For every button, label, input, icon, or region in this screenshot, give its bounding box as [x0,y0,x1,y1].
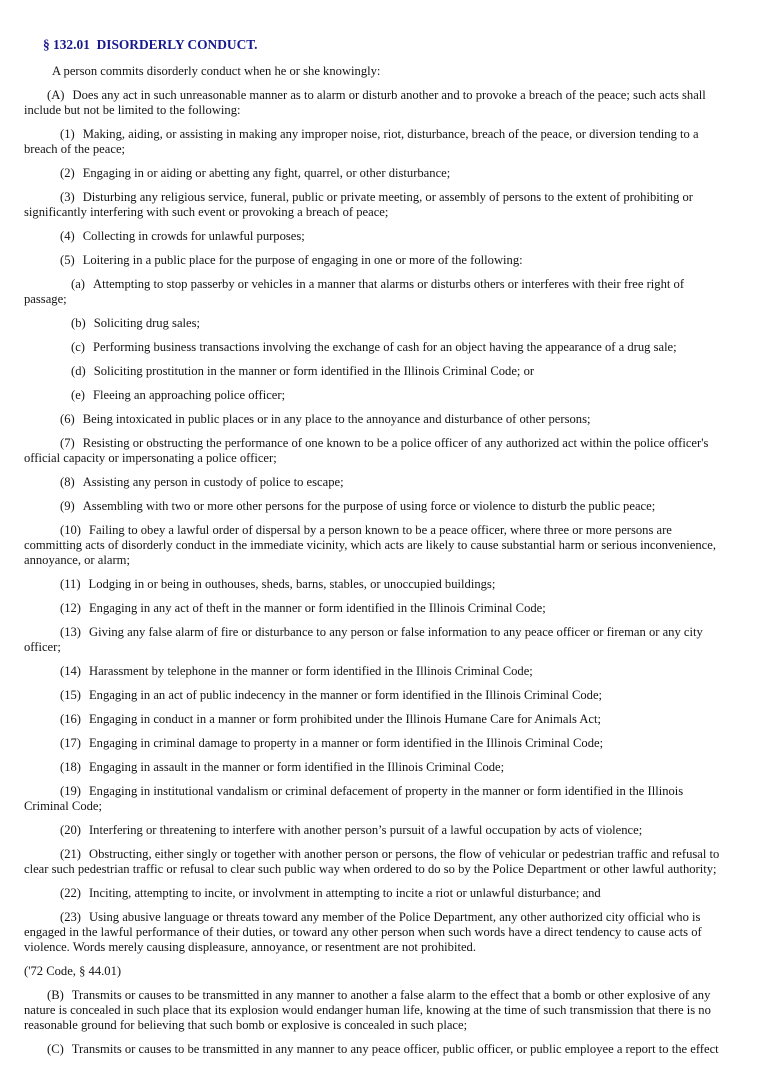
item-13-text: Giving any false alarm of fire or disturbance to any person or false information to any peace officer or fireman or any city officer; [24,625,703,654]
item-5e-text: Fleeing an approaching police officer; [92,388,286,402]
item-5b [24,316,726,331]
item-1-text: Making, aiding, or assisting in making any improper noise, riot, disturbance, breach of the peace, or diversion tending to a breach of the peace; [24,127,699,156]
item-11-label: (11) [60,577,81,591]
item-11 [24,577,726,592]
item-6-label: (6) [60,412,75,426]
item-18-text: Engaging in assault in the manner or form identified in the Illinois Criminal Code; [88,760,505,774]
item-5d-label: (d) [71,364,86,378]
item-A-text: Does any act in such unreasonable manner as to alarm or disturb another and to provoke a breach of the peace; such acts shall include but not be limited to the following: [24,88,706,117]
item-3-text: Disturbing any religious service, funeral, public or private meeting, or assembly of persons to the extent of prohibiting or significantly interfering with such event or provoking a breach of peace; [24,190,693,219]
item-4-label: (4) [60,229,75,243]
item-6 [24,412,726,427]
item-C [24,1042,726,1057]
item-6-text: Being intoxicated in public places or in any place to the annoyance and disturbance of other persons; [82,412,591,426]
item-7 [24,436,726,466]
item-18 [24,760,726,775]
item-5c [24,340,726,355]
item-16-label: (16) [60,712,81,726]
item-22-label: (22) [60,886,81,900]
item-13-label: (13) [60,625,81,639]
item-21-label: (21) [60,847,81,861]
item-15-label: (15) [60,688,81,702]
item-19 [24,784,726,814]
item-17-label: (17) [60,736,81,750]
item-14-label: (14) [60,664,81,678]
item-16-text: Engaging in conduct in a manner or form prohibited under the Illinois Humane Care for Animals Act; [88,712,602,726]
item-12 [24,601,726,616]
item-15-text: Engaging in an act of public indecency in the manner or form identified in the Illinois Criminal Code; [88,688,603,702]
item-16 [24,712,726,727]
item-B [24,988,726,1033]
item-18-label: (18) [60,760,81,774]
item-21 [24,847,726,877]
item-2-label: (2) [60,166,75,180]
item-5-label: (5) [60,253,75,267]
item-10 [24,523,726,568]
item-5 [24,253,726,268]
item-7-label: (7) [60,436,75,450]
item-8 [24,475,726,490]
item-A-label: (A) [47,88,65,102]
item-B-text: Transmits or causes to be transmitted in any manner to another a false alarm to the effect that a bomb or other explosive of any nature is concealed in such place that its explosion would endanger human life, knowing at the time of such transmission that there is no reasonable ground for believing that such bomb or explosive is concealed in such place; [24,988,711,1032]
item-11-text: Lodging in or being in outhouses, sheds, barns, stables, or unoccupied buildings; [88,577,496,591]
item-12-label: (12) [60,601,81,615]
item-B-label: (B) [47,988,64,1002]
item-23-text: Using abusive language or threats toward any member of the Police Department, any other authorized city official who is engaged in the lawful performance of their duties, or toward any other person when such words have a direct tendency to cause acts of violence. Words merely causing displeasure, annoyance, or resentment are not prohibited. [24,910,702,954]
item-22 [24,886,726,901]
item-2 [24,166,726,181]
item-5e-label: (e) [71,388,85,402]
code-citation-text: ('72 Code, § 44.01) [24,964,122,978]
item-20-text: Interfering or threatening to interfere with another person’s pursuit of a lawful occupation by acts of violence; [88,823,643,837]
item-5a-text: Attempting to stop passerby or vehicles in a manner that alarms or disturbs others or interferes with their free right of passage; [24,277,685,306]
item-A [24,88,726,118]
item-13 [24,625,726,655]
item-3-label: (3) [60,190,75,204]
item-19-text: Engaging in institutional vandalism or criminal defacement of property in the manner or form identified in the Illinois Criminal Code; [24,784,684,813]
item-2-text: Engaging in or aiding or abetting any fight, quarrel, or other disturbance; [82,166,451,180]
item-22-text: Inciting, attempting to incite, or involvment in attempting to incite a riot or unlawful disturbance; and [88,886,601,900]
item-9-text: Assembling with two or more other persons for the purpose of using force or violence to disturb the public peace; [82,499,656,513]
item-15 [24,688,726,703]
item-10-text: Failing to obey a lawful order of dispersal by a person known to be a peace officer, where three or more persons are committing acts of disorderly conduct in the immediate vicinity, which acts are likely to cause substantial harm or serious inconvenience, annoyance, or alarm; [24,523,716,567]
item-8-text: Assisting any person in custody of police to escape; [82,475,344,489]
item-5a-label: (a) [71,277,85,291]
item-4-text: Collecting in crowds for unlawful purposes; [82,229,305,243]
item-23 [24,910,726,955]
item-4 [24,229,726,244]
item-9 [24,499,726,514]
item-1 [24,127,726,157]
item-3 [24,190,726,220]
paragraph-intro [24,64,726,79]
item-17-text: Engaging in criminal damage to property in a manner or form identified in the Illinois Criminal Code; [88,736,604,750]
item-1-label: (1) [60,127,75,141]
item-5b-label: (b) [71,316,86,330]
item-C-label: (C) [47,1042,64,1056]
code-citation [24,964,726,979]
item-5e [24,388,726,403]
item-5c-text: Performing business transactions involving the exchange of cash for an object having the appearance of a drug sale; [92,340,677,354]
item-12-text: Engaging in any act of theft in the manner or form identified in the Illinois Criminal Code; [88,601,546,615]
item-5d [24,364,726,379]
item-20 [24,823,726,838]
item-C-text: Transmits or causes to be transmitted in any manner to any peace officer, public officer, or public employee a report to the effect [71,1042,719,1056]
item-5a [24,277,726,307]
item-20-label: (20) [60,823,81,837]
item-19-label: (19) [60,784,81,798]
item-7-text: Resisting or obstructing the performance of one known to be a police officer of any authorized act within the police officer's official capacity or impersonating a police officer; [24,436,709,465]
paragraph-intro-text: A person commits disorderly conduct when he or she knowingly: [52,64,381,78]
section-heading: § 132.01 DISORDERLY CONDUCT. [43,37,258,52]
item-5d-text: Soliciting prostitution in the manner or form identified in the Illinois Criminal Code; or [93,364,535,378]
item-8-label: (8) [60,475,75,489]
item-21-text: Obstructing, either singly or together with another person or persons, the flow of vehicular or pedestrian traffic and refusal to clear such pedestrian traffic or refusal to clear such public way when ordered to do so by the Police Department or other lawful authority; [24,847,720,876]
item-14-text: Harassment by telephone in the manner or form identified in the Illinois Criminal Code; [88,664,533,678]
item-5-text: Loitering in a public place for the purpose of engaging in one or more of the following: [82,253,523,267]
item-23-label: (23) [60,910,81,924]
item-9-label: (9) [60,499,75,513]
item-17 [24,736,726,751]
item-5b-text: Soliciting drug sales; [93,316,201,330]
item-5c-label: (c) [71,340,85,354]
item-10-label: (10) [60,523,81,537]
item-14 [24,664,726,679]
